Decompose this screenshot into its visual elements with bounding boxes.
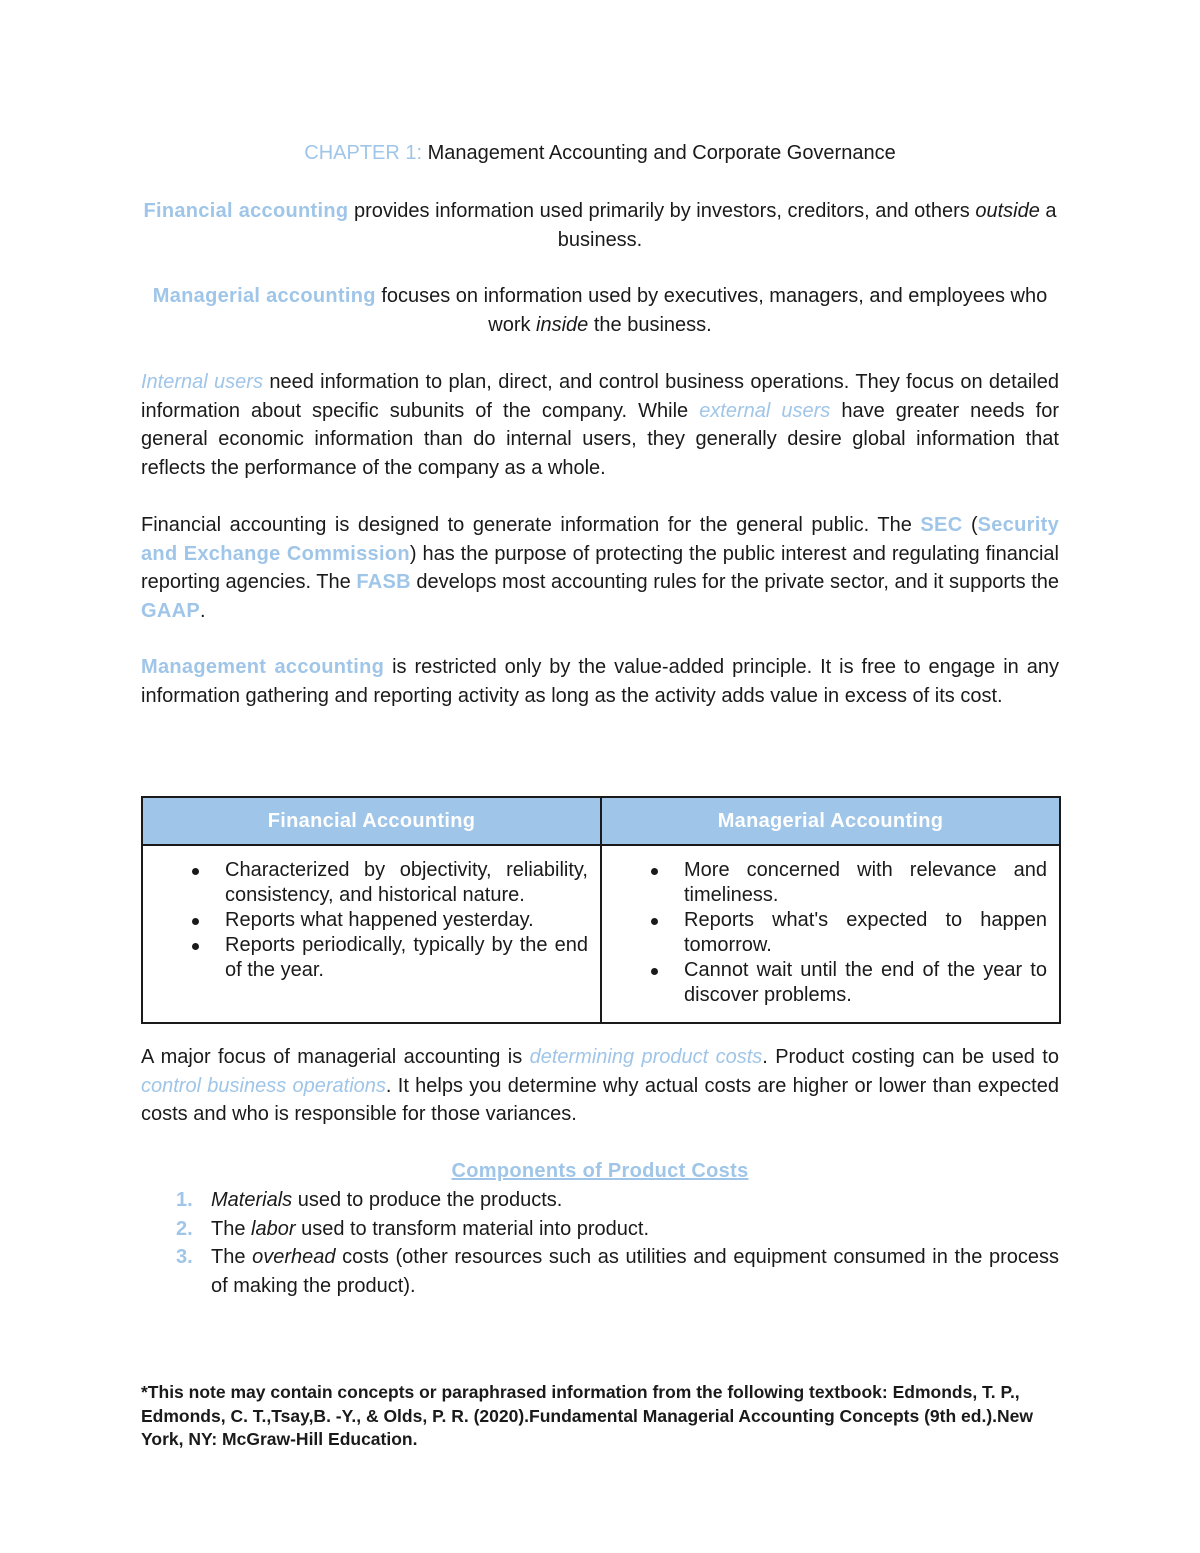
- list-number: 2.: [176, 1217, 193, 1240]
- emphasis-outside: outside: [975, 200, 1040, 222]
- paragraph-text: is restricted only by the value-added principle. It is free to engage in any information gathering and reporting activity as long as the activity adds value in excess of its cost.: [141, 656, 1059, 707]
- components-heading-text: Components of Product Costs: [451, 1160, 749, 1182]
- paragraph-text: .: [199, 599, 206, 622]
- paragraph-text: ) has the purpose of protecting the public interest and regulating financial reporting agencies. The: [141, 542, 1059, 593]
- term-fasb: FASB: [356, 571, 411, 593]
- term-sec: SEC: [920, 514, 963, 536]
- header-managerial-accounting: Managerial Accounting: [601, 797, 1060, 845]
- comparison-table: [141, 796, 1061, 1024]
- list-item: Reports what's expected to happen tomorrow.: [684, 909, 1047, 956]
- paragraph-text: provides information used primarily by investors, creditors, and others: [348, 200, 976, 222]
- list-number: 3.: [176, 1246, 193, 1268]
- chapter-heading: [141, 139, 1059, 168]
- list-emphasis: overhead: [252, 1246, 336, 1268]
- list-number: 1.: [176, 1189, 193, 1211]
- components-heading: [141, 1157, 1059, 1186]
- paragraph-text: develops most accounting rules for the private sector, and it supports the: [410, 571, 1060, 593]
- list-item: [141, 1215, 1059, 1244]
- paragraph-users: [141, 368, 1059, 482]
- paragraph-product-costs: [141, 1043, 1059, 1129]
- paragraph-text: . It helps you determine why actual costs are higher or lower than expected costs and who is responsible for those variances.: [141, 1074, 1059, 1125]
- components-list: [141, 1186, 1059, 1300]
- paragraph-sec: [141, 511, 1059, 625]
- term-financial-accounting: Financial accounting: [143, 200, 349, 222]
- financial-list: [155, 858, 588, 983]
- paragraph-text: a business.: [557, 200, 1057, 251]
- list-item: More concerned with relevance and timeliness.: [684, 859, 1047, 906]
- paragraph-financial-accounting: [141, 197, 1059, 254]
- footnote: *This note may contain concepts or paraphrased information from the following textbook: Edmonds, T. P., Edmonds, C. T.,Tsay,B. -Y., & Olds, P. R. (2020).Fundamental Managerial Accounting Concepts (9th ed.).New York, NY: McGraw-Hill Education.: [141, 1382, 1034, 1449]
- table-header-row: [142, 797, 1060, 845]
- paragraph-text: the business.: [588, 313, 712, 336]
- cell-managerial-accounting: [601, 845, 1060, 1023]
- list-item: Characterized by objectivity, reliability, consistency, and historical nature.: [225, 859, 588, 906]
- list-text: The: [211, 1217, 252, 1240]
- list-text: used to produce the products.: [292, 1189, 563, 1211]
- list-item: Cannot wait until the end of the year to discover problems.: [684, 959, 1047, 1006]
- term-management-accounting: Management accounting: [141, 656, 385, 678]
- term-control-business-operations: control business operations: [141, 1074, 386, 1097]
- paragraph-text: have greater needs for general economic information than do internal users, they generally desire global information that reflects the performance of the company as a whole.: [141, 399, 1060, 479]
- list-item: Reports periodically, typically by the end of the year.: [225, 934, 588, 981]
- header-financial-accounting: Financial Accounting: [142, 797, 601, 845]
- list-text: used to transform material into product.: [295, 1217, 650, 1240]
- list-item: [141, 1186, 1059, 1215]
- term-external-users: external users: [699, 399, 831, 422]
- list-text: The: [211, 1246, 253, 1268]
- term-internal-users: Internal users: [141, 371, 263, 393]
- chapter-label: CHAPTER 1:: [304, 142, 423, 164]
- term-determining-product-costs: determining product costs: [529, 1046, 763, 1068]
- list-text: costs (other resources such as utilities and equipment consumed in the process of making the product).: [211, 1246, 1059, 1297]
- list-item: Reports what happened yesterday.: [225, 908, 588, 933]
- list-item: [141, 1243, 1059, 1300]
- term-gaap: GAAP: [141, 599, 200, 622]
- list-emphasis: Materials: [211, 1189, 293, 1211]
- paragraph-text: . Product costing can be used to: [762, 1046, 1059, 1068]
- paragraph-text: (: [962, 514, 978, 536]
- paragraph-management-accounting: [141, 653, 1059, 710]
- paragraph-text: A major focus of managerial accounting is: [141, 1046, 530, 1068]
- paragraph-text: need information to plan, direct, and control business operations. They focus on detailed information about specific subunits of the company. While: [141, 371, 1059, 422]
- term-sec-full: Security and Exchange Commission: [141, 514, 1059, 565]
- term-managerial-accounting: Managerial accounting: [152, 285, 376, 307]
- emphasis-inside: inside: [536, 313, 589, 336]
- paragraph-managerial-accounting: [141, 282, 1059, 339]
- cell-financial-accounting: [142, 845, 601, 1023]
- paragraph-text: Financial accounting is designed to generate information for the general public. The: [141, 514, 921, 536]
- table-row: [142, 845, 1060, 1023]
- chapter-title: Management Accounting and Corporate Governance: [422, 142, 896, 164]
- list-emphasis: labor: [251, 1217, 296, 1240]
- paragraph-text: focuses on information used by executives, managers, and employees who work: [375, 285, 1048, 336]
- managerial-list: [614, 858, 1047, 1008]
